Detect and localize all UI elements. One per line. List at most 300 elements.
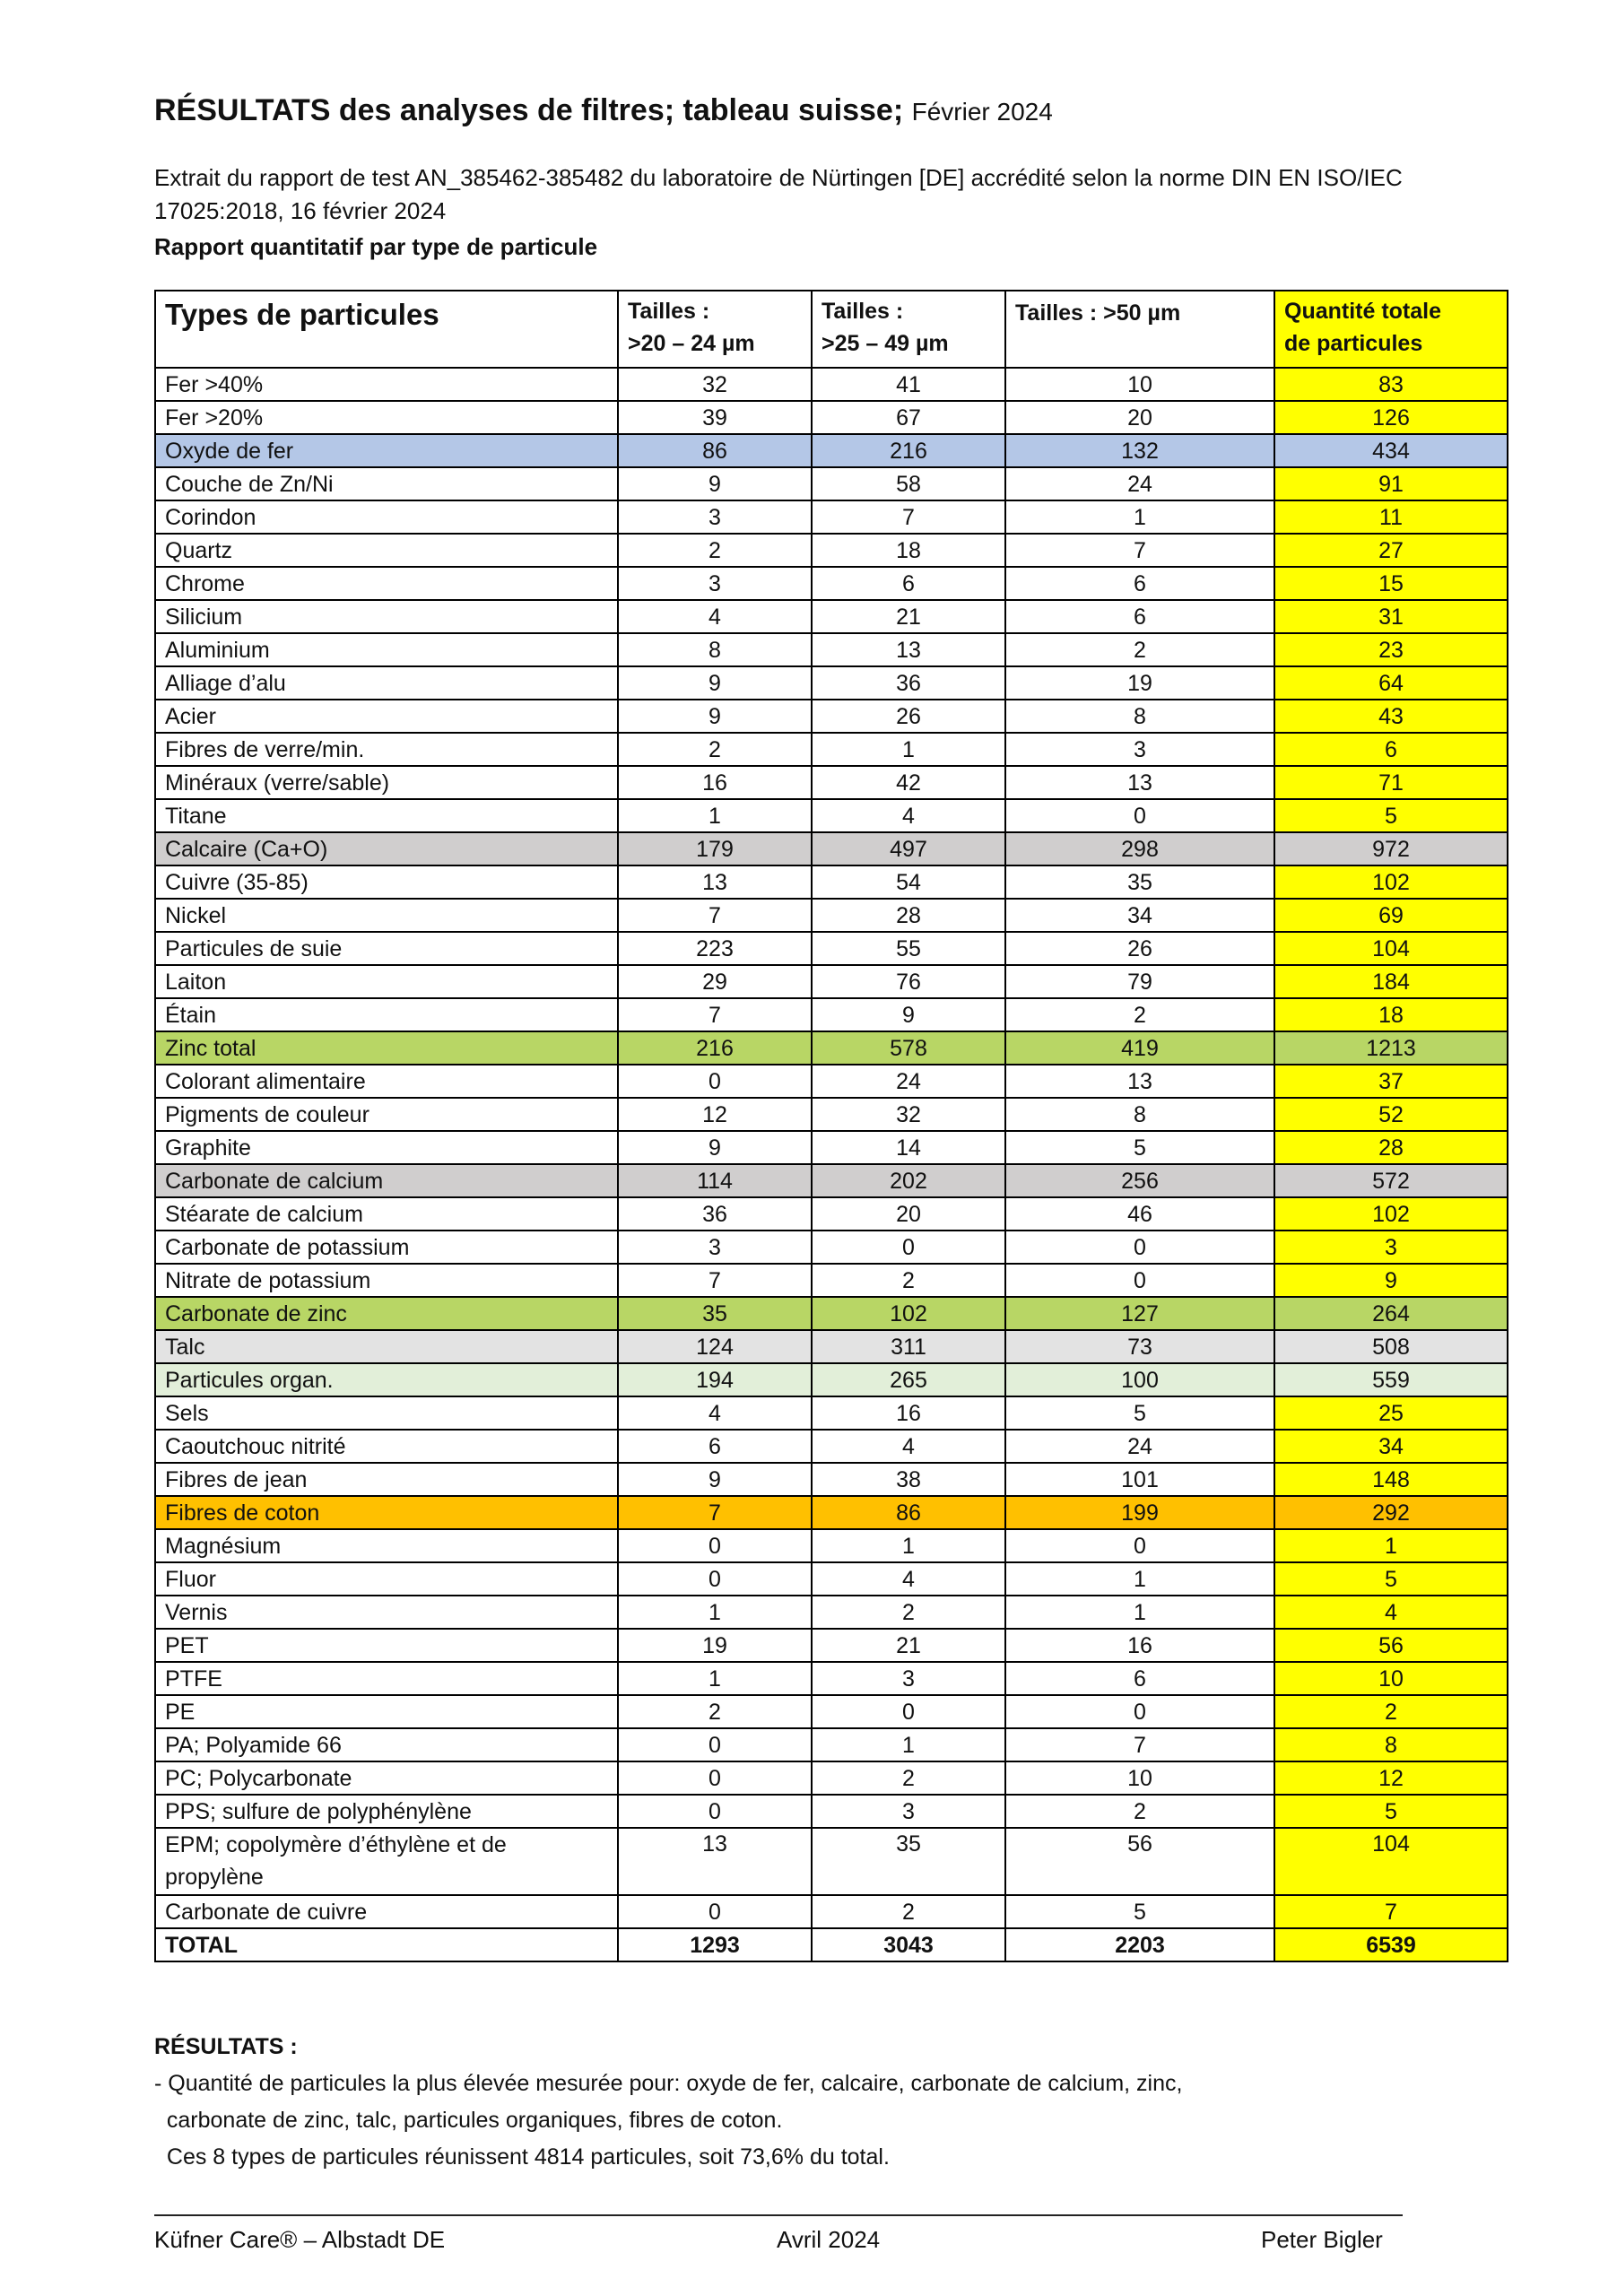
table-row [155,1297,1508,1330]
table-row [155,998,1508,1031]
particle-name-cell: Sels [155,1396,618,1430]
total-quantity-cell: 7 [1274,1895,1508,1928]
table-row [155,1363,1508,1396]
intro-text: Extrait du rapport de test AN_385462-385482 du laboratoire de Nürtingen [DE] accrédité selon la norme DIN EN ISO/IEC 17025:2018, 16 février 2024 [154,164,1403,224]
table-row [155,1662,1508,1695]
header-particle-types: Types de particules [155,291,618,368]
particle-name-cell: Nitrate de potassium [155,1264,618,1297]
size-50-cell: 13 [1005,1065,1274,1098]
table-row [155,1761,1508,1795]
total-quantity-cell: 23 [1274,633,1508,666]
table-row [155,700,1508,733]
size-50-cell: 2 [1005,633,1274,666]
particle-name-cell: Fluor [155,1562,618,1596]
particle-name-cell: Fer >40% [155,368,618,401]
size-25-49-cell: 41 [812,368,1005,401]
title-date: Février 2024 [911,98,1053,126]
size-25-49-cell: 38 [812,1463,1005,1496]
particle-name-cell: Colorant alimentaire [155,1065,618,1098]
table-body [155,368,1508,1961]
particle-name-cell: Zinc total [155,1031,618,1065]
size-20-24-cell: 223 [618,932,812,965]
size-25-49-cell: 216 [812,434,1005,467]
table-row [155,1728,1508,1761]
size-25-49-cell: 311 [812,1330,1005,1363]
size-50-cell: 1 [1005,1596,1274,1629]
total-quantity-cell: 1 [1274,1529,1508,1562]
total-quantity-cell: 559 [1274,1363,1508,1396]
size-20-24-cell: 0 [618,1795,812,1828]
particle-name-cell: TOTAL [155,1928,618,1961]
size-20-24-cell: 19 [618,1629,812,1662]
size-50-cell: 8 [1005,1098,1274,1131]
size-50-cell: 24 [1005,1430,1274,1463]
size-50-cell: 6 [1005,600,1274,633]
particle-name-cell: Aluminium [155,633,618,666]
total-quantity-cell: 18 [1274,998,1508,1031]
particle-name-cell: Vernis [155,1596,618,1629]
size-25-49-cell: 24 [812,1065,1005,1098]
footer-company: Küfner Care® – Albstadt DE [154,2226,446,2253]
size-25-49-cell: 1 [812,1728,1005,1761]
size-25-49-cell: 3 [812,1662,1005,1695]
size-20-24-cell: 1 [618,1662,812,1695]
total-quantity-cell: 25 [1274,1396,1508,1430]
table-row [155,766,1508,799]
size-20-24-cell: 9 [618,666,812,700]
total-quantity-cell: 43 [1274,700,1508,733]
size-50-cell: 1 [1005,1562,1274,1596]
size-25-49-cell: 32 [812,1098,1005,1131]
table-row [155,1065,1508,1098]
size-20-24-cell: 0 [618,1562,812,1596]
table-row [155,1562,1508,1596]
size-20-24-cell: 7 [618,1264,812,1297]
particle-name-cell: Stéarate de calcium [155,1197,618,1231]
results-table [154,290,1508,1962]
size-50-cell: 19 [1005,666,1274,700]
size-50-cell: 20 [1005,401,1274,434]
total-quantity-cell: 31 [1274,600,1508,633]
size-25-49-cell: 21 [812,600,1005,633]
size-25-49-cell: 1 [812,1529,1005,1562]
particle-name-cell: Fibres de jean [155,1463,618,1496]
size-25-49-cell: 102 [812,1297,1005,1330]
size-50-cell: 199 [1005,1496,1274,1529]
total-quantity-cell: 972 [1274,832,1508,865]
header-total-quantity: Quantité totale de particules [1274,291,1508,368]
total-quantity-cell: 9 [1274,1264,1508,1297]
size-50-cell: 132 [1005,434,1274,467]
size-25-49-cell: 55 [812,932,1005,965]
table-row [155,965,1508,998]
size-25-49-cell: 4 [812,1562,1005,1596]
particle-name-cell: Carbonate de calcium [155,1164,618,1197]
particle-name-cell: Fer >20% [155,401,618,434]
total-quantity-cell: 71 [1274,766,1508,799]
header-size-25-49: Tailles : >25 – 49 µm [812,291,1005,368]
particle-name-cell: Carbonate de zinc [155,1297,618,1330]
size-20-24-cell: 3 [618,567,812,600]
particle-name-cell: Laiton [155,965,618,998]
size-20-24-cell: 0 [618,1895,812,1928]
size-25-49-cell: 28 [812,899,1005,932]
footer-date: Avril 2024 [777,2226,881,2253]
size-50-cell: 16 [1005,1629,1274,1662]
size-20-24-cell: 13 [618,1828,812,1895]
size-25-49-cell: 265 [812,1363,1005,1396]
size-50-cell: 419 [1005,1031,1274,1065]
particle-name-cell: Corindon [155,500,618,534]
total-quantity-cell: 5 [1274,1795,1508,1828]
size-20-24-cell: 6 [618,1430,812,1463]
total-quantity-cell: 4 [1274,1596,1508,1629]
size-25-49-cell: 6 [812,567,1005,600]
table-row [155,401,1508,434]
total-quantity-cell: 104 [1274,932,1508,965]
total-row [155,1928,1508,1961]
total-quantity-cell: 69 [1274,899,1508,932]
table-row [155,1164,1508,1197]
results-line: Ces 8 types de particules réunissent 4814 particules, soit 73,6% du total. [154,2144,890,2170]
size-20-24-cell: 0 [618,1065,812,1098]
size-50-cell: 10 [1005,368,1274,401]
table-row [155,1231,1508,1264]
table-row [155,1828,1508,1895]
size-25-49-cell: 497 [812,832,1005,865]
size-20-24-cell: 0 [618,1529,812,1562]
size-50-cell: 10 [1005,1761,1274,1795]
table-row [155,666,1508,700]
total-quantity-cell: 12 [1274,1761,1508,1795]
size-50-cell: 0 [1005,799,1274,832]
particle-name-cell: Carbonate de potassium [155,1231,618,1264]
total-quantity-cell: 34 [1274,1430,1508,1463]
size-25-49-cell: 26 [812,700,1005,733]
particle-name-cell: Caoutchouc nitrité [155,1430,618,1463]
particle-name-cell: Cuivre (35-85) [155,865,618,899]
total-quantity-cell: 1213 [1274,1031,1508,1065]
size-50-cell: 35 [1005,865,1274,899]
size-25-49-cell: 9 [812,998,1005,1031]
table-row [155,1695,1508,1728]
size-20-24-cell: 3 [618,1231,812,1264]
size-20-24-cell: 32 [618,368,812,401]
table-row [155,1496,1508,1529]
particle-name-cell: EPM; copolymère d’éthylène et de propylène [155,1828,618,1895]
footer-author: Peter Bigler [1261,2226,1383,2253]
size-20-24-cell: 4 [618,600,812,633]
table-row [155,1463,1508,1496]
size-20-24-cell: 7 [618,899,812,932]
table-row [155,500,1508,534]
total-quantity-cell: 52 [1274,1098,1508,1131]
size-20-24-cell: 4 [618,1396,812,1430]
size-20-24-cell: 2 [618,534,812,567]
table-row [155,1795,1508,1828]
particle-name-cell: Chrome [155,567,618,600]
total-quantity-cell: 3 [1274,1231,1508,1264]
size-50-cell: 34 [1005,899,1274,932]
size-20-24-cell: 9 [618,700,812,733]
size-20-24-cell: 1293 [618,1928,812,1961]
size-50-cell: 5 [1005,1396,1274,1430]
table-row [155,1264,1508,1297]
title-main: RÉSULTATS des analyses de filtres; tableau suisse; [154,93,904,127]
table-row [155,899,1508,932]
size-25-49-cell: 21 [812,1629,1005,1662]
size-50-cell: 0 [1005,1231,1274,1264]
total-quantity-cell: 27 [1274,534,1508,567]
particle-name-cell: Nickel [155,899,618,932]
size-25-49-cell: 58 [812,467,1005,500]
total-quantity-cell: 508 [1274,1330,1508,1363]
total-quantity-cell: 434 [1274,434,1508,467]
size-50-cell: 5 [1005,1895,1274,1928]
particle-name-cell: PET [155,1629,618,1662]
size-20-24-cell: 3 [618,500,812,534]
total-quantity-cell: 37 [1274,1065,1508,1098]
size-50-cell: 5 [1005,1131,1274,1164]
total-quantity-cell: 572 [1274,1164,1508,1197]
particle-name-cell: Particules de suie [155,932,618,965]
header-size-50: Tailles : >50 µm [1005,291,1274,368]
size-25-49-cell: 0 [812,1695,1005,1728]
size-50-cell: 127 [1005,1297,1274,1330]
table-row [155,1529,1508,1562]
size-25-49-cell: 20 [812,1197,1005,1231]
total-quantity-cell: 6 [1274,733,1508,766]
size-50-cell: 56 [1005,1828,1274,1895]
size-20-24-cell: 35 [618,1297,812,1330]
total-quantity-cell: 83 [1274,368,1508,401]
total-quantity-cell: 102 [1274,1197,1508,1231]
particle-name-cell: Couche de Zn/Ni [155,467,618,500]
table-row [155,1430,1508,1463]
size-50-cell: 0 [1005,1695,1274,1728]
size-50-cell: 79 [1005,965,1274,998]
results-line: - Quantité de particules la plus élevée mesurée pour: oxyde de fer, calcaire, carbonate de calcium, zinc, [154,2071,1183,2096]
size-50-cell: 73 [1005,1330,1274,1363]
particle-name-cell: Magnésium [155,1529,618,1562]
particle-name-cell: Titane [155,799,618,832]
particle-name-cell: Graphite [155,1131,618,1164]
particle-name-cell: PC; Polycarbonate [155,1761,618,1795]
footer-divider [154,2214,1403,2216]
size-25-49-cell: 76 [812,965,1005,998]
table-row [155,567,1508,600]
size-50-cell: 7 [1005,534,1274,567]
total-quantity-cell: 6539 [1274,1928,1508,1961]
size-20-24-cell: 179 [618,832,812,865]
size-50-cell: 6 [1005,1662,1274,1695]
total-quantity-cell: 5 [1274,799,1508,832]
particle-name-cell: Étain [155,998,618,1031]
size-20-24-cell: 36 [618,1197,812,1231]
size-20-24-cell: 29 [618,965,812,998]
size-25-49-cell: 4 [812,1430,1005,1463]
size-25-49-cell: 67 [812,401,1005,434]
size-50-cell: 2 [1005,1795,1274,1828]
size-20-24-cell: 124 [618,1330,812,1363]
total-quantity-cell: 264 [1274,1297,1508,1330]
size-20-24-cell: 39 [618,401,812,434]
table-row [155,1098,1508,1131]
size-20-24-cell: 1 [618,799,812,832]
size-20-24-cell: 9 [618,1131,812,1164]
size-50-cell: 101 [1005,1463,1274,1496]
size-25-49-cell: 7 [812,500,1005,534]
table-row [155,932,1508,965]
table-row [155,799,1508,832]
size-25-49-cell: 3043 [812,1928,1005,1961]
size-50-cell: 0 [1005,1529,1274,1562]
total-quantity-cell: 5 [1274,1562,1508,1596]
size-25-49-cell: 0 [812,1231,1005,1264]
total-quantity-cell: 184 [1274,965,1508,998]
size-20-24-cell: 0 [618,1728,812,1761]
size-25-49-cell: 36 [812,666,1005,700]
size-20-24-cell: 7 [618,998,812,1031]
size-20-24-cell: 12 [618,1098,812,1131]
particle-name-cell: Carbonate de cuivre [155,1895,618,1928]
size-20-24-cell: 8 [618,633,812,666]
size-50-cell: 2 [1005,998,1274,1031]
particle-name-cell: PA; Polyamide 66 [155,1728,618,1761]
particle-name-cell: Oxyde de fer [155,434,618,467]
size-20-24-cell: 9 [618,1463,812,1496]
size-20-24-cell: 86 [618,434,812,467]
size-25-49-cell: 14 [812,1131,1005,1164]
size-50-cell: 46 [1005,1197,1274,1231]
size-20-24-cell: 16 [618,766,812,799]
table-row [155,832,1508,865]
results-heading: RÉSULTATS : [154,2034,298,2059]
size-25-49-cell: 4 [812,799,1005,832]
size-25-49-cell: 2 [812,1264,1005,1297]
total-quantity-cell: 148 [1274,1463,1508,1496]
table-row [155,368,1508,401]
table-row [155,600,1508,633]
particle-name-cell: Quartz [155,534,618,567]
size-20-24-cell: 0 [618,1761,812,1795]
size-25-49-cell: 18 [812,534,1005,567]
size-25-49-cell: 3 [812,1795,1005,1828]
particle-name-cell: Fibres de verre/min. [155,733,618,766]
particle-name-cell: Calcaire (Ca+O) [155,832,618,865]
particle-name-cell: PPS; sulfure de polyphénylène [155,1795,618,1828]
size-25-49-cell: 1 [812,733,1005,766]
size-20-24-cell: 1 [618,1596,812,1629]
results-summary [154,2029,1182,2176]
size-20-24-cell: 114 [618,1164,812,1197]
size-20-24-cell: 2 [618,733,812,766]
particle-name-cell: Minéraux (verre/sable) [155,766,618,799]
size-50-cell: 13 [1005,766,1274,799]
size-20-24-cell: 9 [618,467,812,500]
size-20-24-cell: 13 [618,865,812,899]
header-size-20-24: Tailles : >20 – 24 µm [618,291,812,368]
size-25-49-cell: 2 [812,1895,1005,1928]
size-50-cell: 1 [1005,500,1274,534]
size-25-49-cell: 578 [812,1031,1005,1065]
size-25-49-cell: 2 [812,1761,1005,1795]
table-row [155,865,1508,899]
size-25-49-cell: 2 [812,1596,1005,1629]
table-row [155,1131,1508,1164]
total-quantity-cell: 126 [1274,401,1508,434]
particle-name-cell: PE [155,1695,618,1728]
size-50-cell: 0 [1005,1264,1274,1297]
particle-name-cell: Talc [155,1330,618,1363]
size-50-cell: 256 [1005,1164,1274,1197]
size-50-cell: 7 [1005,1728,1274,1761]
total-quantity-cell: 292 [1274,1496,1508,1529]
table-row [155,467,1508,500]
table-row [155,434,1508,467]
size-20-24-cell: 7 [618,1496,812,1529]
particle-name-cell: PTFE [155,1662,618,1695]
size-20-24-cell: 2 [618,1695,812,1728]
table-row [155,1396,1508,1430]
table-row [155,1197,1508,1231]
document-title [154,93,1053,128]
size-25-49-cell: 35 [812,1828,1005,1895]
total-quantity-cell: 64 [1274,666,1508,700]
size-25-49-cell: 86 [812,1496,1005,1529]
size-50-cell: 100 [1005,1363,1274,1396]
size-50-cell: 26 [1005,932,1274,965]
size-50-cell: 6 [1005,567,1274,600]
results-lines [154,2066,1182,2176]
total-quantity-cell: 2 [1274,1695,1508,1728]
table-row [155,1629,1508,1662]
table-header-row [155,291,1508,368]
particle-name-cell: Particules organ. [155,1363,618,1396]
table-row [155,1596,1508,1629]
size-50-cell: 298 [1005,832,1274,865]
table-row [155,733,1508,766]
particle-name-cell: Pigments de couleur [155,1098,618,1131]
particle-name-cell: Acier [155,700,618,733]
total-quantity-cell: 102 [1274,865,1508,899]
size-25-49-cell: 13 [812,633,1005,666]
size-25-49-cell: 202 [812,1164,1005,1197]
total-quantity-cell: 91 [1274,467,1508,500]
table-row [155,633,1508,666]
particle-name-cell: Silicium [155,600,618,633]
size-25-49-cell: 54 [812,865,1005,899]
size-50-cell: 2203 [1005,1928,1274,1961]
total-quantity-cell: 8 [1274,1728,1508,1761]
size-25-49-cell: 42 [812,766,1005,799]
size-25-49-cell: 16 [812,1396,1005,1430]
size-20-24-cell: 216 [618,1031,812,1065]
size-50-cell: 24 [1005,467,1274,500]
particle-name-cell: Fibres de coton [155,1496,618,1529]
size-20-24-cell: 194 [618,1363,812,1396]
table-row [155,534,1508,567]
total-quantity-cell: 11 [1274,500,1508,534]
table-row [155,1330,1508,1363]
results-line: carbonate de zinc, talc, particules organiques, fibres de coton. [154,2108,783,2133]
table-row [155,1031,1508,1065]
total-quantity-cell: 28 [1274,1131,1508,1164]
subheading: Rapport quantitatif par type de particule [154,233,598,260]
size-50-cell: 3 [1005,733,1274,766]
total-quantity-cell: 104 [1274,1828,1508,1895]
size-50-cell: 8 [1005,700,1274,733]
